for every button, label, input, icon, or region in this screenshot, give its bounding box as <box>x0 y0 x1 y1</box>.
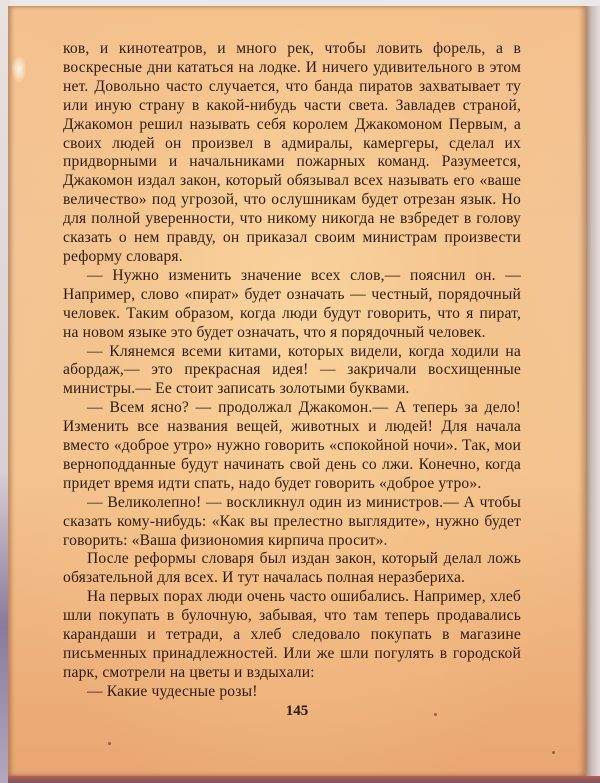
paragraph-8: — Какие чудесные розы! <box>87 682 258 700</box>
book-page <box>8 6 586 776</box>
body-text <box>63 40 521 702</box>
paper-speck <box>552 751 555 754</box>
light-glare <box>12 56 26 82</box>
paragraph-5: — Великолепно! — воскликнул один из министров.— А чтобы сказать кому-нибудь: «Как вы прелестно выглядите», нужно будет говорить: «Ваша физиономия кирпича просит». <box>63 493 521 549</box>
paragraph-7: На первых порах люди очень часто ошибались. Например, хлеб шли покупать в булочную, забывая, что там теперь продавались карандаши и тетради, а хлеб следовало покупать в магазине письменных принадлежностей. Или же шли погулять в городской парк, смотрели на цветы и вздыхали: <box>63 588 521 681</box>
paper-speck <box>434 713 437 716</box>
page-right-edge <box>586 6 600 776</box>
paragraph-3: — Клянемся всеми китами, которых видели, когда ходили на абордаж,— это прекрасная идея! — закричали восхищенные министры.— Ее стоит записать золотыми буквами. <box>63 342 521 398</box>
book-bottom-edge <box>8 776 600 783</box>
paragraph-1: ков, и кинотеатров, и много рек, чтобы ловить форель, а в воскресные дни кататься на лодке. И ничего удивительного в этом нет. Довольно часто случается, что банда пиратов захватывает ту или иную страну в какой-нибудь части света. Завладев страной, Джакомон решил называть себя королем Джакомоном Первым, а своих людей он произвел в адмиралы, камергеры, сделал их придворными и начальниками пожарных команд. Разумеется, Джакомон издал закон, который обязывал всех называть его «ваше величество» под угрозой, что ослушникам будет отрезан язык. Но для полной уверенности, что никому никогда не взбредет в голову сказать о нем правду, он приказал своим министрам произвести реформу словаря. <box>63 40 521 265</box>
paragraph-2: — Нужно изменить значение всех слов,— пояснил он. — Например, слово «пират» будет означать — честный, порядочный человек. Таким образом, когда люди будут говорить, что я пират, на новом языке это будет означать, что я порядочный человек. <box>63 266 521 341</box>
paragraph-6: После реформы словаря был издан закон, который делал ложь обязательной для всех. И тут началась полная неразбериха. <box>63 550 521 587</box>
paragraph-4: — Всем ясно? — продолжал Джакомон.— А теперь за дело! Изменить все названия вещей, животных и людей! Для начала вместо «доброе утро» нужно говорить «спокойной ночи». Так, мои верноподданные будут начинать свой день со лжи. Конечно, когда придет время идти спать, надо будет говорить «доброе утро». <box>63 399 521 492</box>
page-number: 145 <box>285 703 309 719</box>
paper-speck <box>108 742 111 745</box>
